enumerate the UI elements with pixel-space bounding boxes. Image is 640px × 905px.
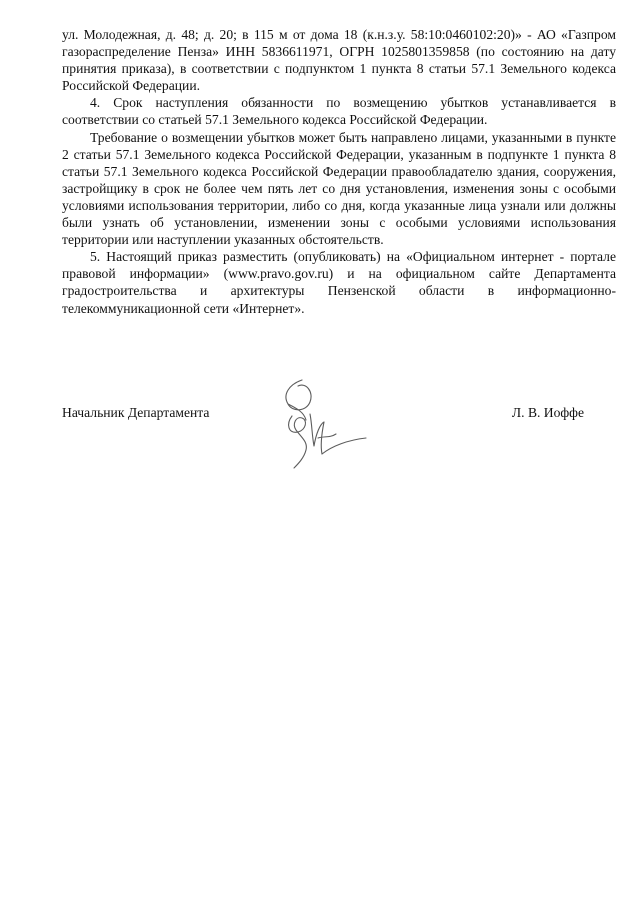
paragraph-item-5: 5. Настоящий приказ разместить (опубликовать) на «Официальном интернет - портале правовой информации» (www.pravo.gov.ru) и на официальном сайте Департамента градостроительства и архитектуры Пензенской области в информационно-телекоммуникационной сети «Интернет».	[62, 249, 616, 316]
paragraph-continuation: ул. Молодежная, д. 48; д. 20; в 115 м от дома 18 (к.н.з.у. 58:10:0460102:20)» - АО «Газпром газораспределение Пенза» ИНН 5836611971, ОГРН 1025801359858 (по состоянию на дату принятия приказа), в соответствии с подпунктом 1 пункта 8 статьи 57.1 Земельного кодекса Российской Федерации.	[62, 27, 616, 94]
paragraph-damages-claim: Требование о возмещении убытков может быть направлено лицами, указанными в пункте 2 статьи 57.1 Земельного кодекса Российской Федерации, указанным в подпункте 1 пункта 8 статьи 57.1 Земельного кодекса Российской Федерации правообладателю здания, сооружения, застройщику в срок не более чем пять лет со дня установления, изменения зоны с особыми условиями использования территории, либо со дня, когда указанные лица узнали или должны были узнать об установлении, изменении зоны с особыми условиями использования территории или наступлении указанных обстоятельств.	[62, 129, 616, 248]
paragraph-item-4: 4. Срок наступления обязанности по возмещению убытков устанавливается в соответствии со статьей 57.1 Земельного кодекса Российской Федерации.	[62, 95, 616, 128]
document-body	[62, 26, 616, 317]
signatory-title: Начальник Департамента	[62, 405, 210, 420]
signatory-name: Л. В. Иоффе	[511, 405, 584, 420]
handwritten-signature	[262, 372, 372, 472]
